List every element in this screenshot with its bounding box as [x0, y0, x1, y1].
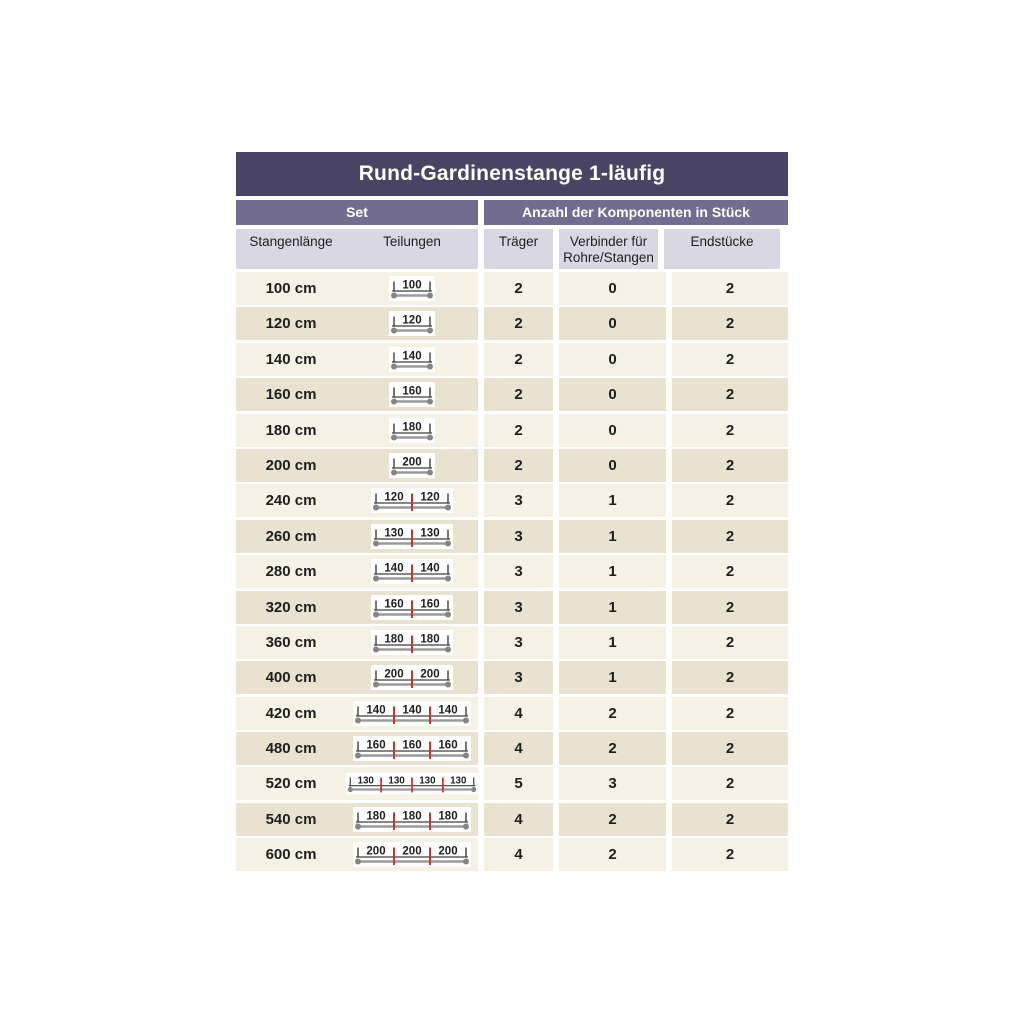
svg-text:200: 200: [420, 668, 440, 681]
verbinder-count: 1: [559, 484, 666, 517]
svg-text:200: 200: [402, 845, 422, 858]
verbinder-count: 1: [559, 520, 666, 553]
set-cell: [236, 378, 478, 411]
set-cell: [236, 484, 478, 517]
svg-text:130: 130: [419, 775, 436, 787]
rod-dimension-diagram: [371, 524, 453, 549]
division-diagram-container: [346, 701, 478, 726]
svg-text:160: 160: [438, 739, 458, 752]
traeger-count: 4: [484, 803, 553, 836]
traeger-count: 2: [484, 378, 553, 411]
verbinder-count: 0: [559, 449, 666, 482]
table-row: [236, 626, 788, 659]
endstuecke-count: 2: [672, 449, 788, 482]
rod-length-label: 100 cm: [265, 280, 317, 297]
set-cell: [236, 343, 478, 376]
endstuecke-count: 2: [672, 767, 788, 800]
rod-dimension-diagram: [389, 382, 435, 407]
rod-dimension-diagram: [346, 771, 478, 796]
division-diagram-container: [346, 453, 478, 478]
traeger-count: 4: [484, 732, 553, 765]
svg-text:140: 140: [402, 704, 422, 717]
rod-length-label: 540 cm: [265, 810, 317, 828]
traeger-count: 3: [484, 661, 553, 694]
rod-dimension-diagram: [371, 488, 453, 513]
endstuecke-count: 2: [672, 307, 788, 340]
table-body: [236, 272, 788, 871]
division-diagram-container: [346, 524, 478, 549]
rod-length-label: 360 cm: [265, 633, 317, 651]
rod-length-label: 160 cm: [265, 386, 317, 404]
rod-length-label: 420 cm: [265, 704, 317, 722]
division-diagram-container: [346, 382, 478, 407]
traeger-count: 3: [484, 520, 553, 553]
svg-text:100: 100: [402, 279, 422, 292]
endstuecke-count: 2: [672, 838, 788, 871]
set-cell: [236, 732, 478, 765]
table-row: [236, 767, 788, 800]
verbinder-count: 0: [559, 414, 666, 447]
traeger-count: 2: [484, 449, 553, 482]
verbinder-count: 1: [559, 661, 666, 694]
svg-text:200: 200: [402, 456, 422, 469]
rod-length-label: 180 cm: [265, 421, 317, 439]
section-header-set: Set: [236, 200, 478, 225]
set-cell: [236, 272, 478, 305]
division-diagram-container: [346, 276, 478, 301]
product-spec-table: [236, 152, 788, 871]
svg-text:180: 180: [420, 633, 440, 646]
rod-dimension-diagram: [389, 418, 435, 443]
division-diagram-container: [346, 807, 478, 832]
endstuecke-count: 2: [672, 732, 788, 765]
rod-dimension-diagram: [353, 736, 471, 761]
endstuecke-count: 2: [672, 626, 788, 659]
table-row: [236, 484, 788, 517]
table-row: [236, 272, 788, 305]
rod-dimension-diagram: [353, 842, 471, 867]
verbinder-count: 1: [559, 626, 666, 659]
endstuecke-count: 2: [672, 414, 788, 447]
verbinder-count: 2: [559, 732, 666, 765]
traeger-count: 4: [484, 697, 553, 730]
rod-length-label: 600 cm: [265, 846, 317, 864]
rod-length-label: 240 cm: [265, 492, 317, 510]
table-row: [236, 449, 788, 482]
svg-text:200: 200: [438, 845, 458, 858]
endstuecke-count: 2: [672, 484, 788, 517]
endstuecke-count: 2: [672, 343, 788, 376]
traeger-count: 2: [484, 307, 553, 340]
svg-text:140: 140: [438, 704, 458, 717]
traeger-count: 3: [484, 555, 553, 588]
set-cell: [236, 414, 478, 447]
svg-text:140: 140: [420, 562, 440, 575]
rod-length-label: 520 cm: [265, 775, 317, 793]
endstuecke-count: 2: [672, 520, 788, 553]
svg-text:160: 160: [384, 598, 404, 611]
rod-dimension-diagram: [371, 595, 453, 620]
table-title: Rund-Gardinenstange 1-läufig: [236, 152, 788, 196]
svg-text:160: 160: [420, 598, 440, 611]
svg-text:180: 180: [384, 633, 404, 646]
division-diagram-container: [346, 736, 478, 761]
set-cell: [236, 307, 478, 340]
table-row: [236, 732, 788, 765]
rod-dimension-diagram: [371, 559, 453, 584]
table-row: [236, 591, 788, 624]
table-row: [236, 697, 788, 730]
column-header-stangenlaenge: Stangenlänge: [249, 234, 333, 249]
column-header-set-group: [236, 229, 478, 269]
section-header-row: [236, 200, 788, 225]
division-diagram-container: [346, 418, 478, 443]
set-cell: [236, 449, 478, 482]
rod-dimension-diagram: [389, 311, 435, 336]
verbinder-count: 0: [559, 272, 666, 305]
svg-text:180: 180: [402, 810, 422, 823]
rod-length-label: 320 cm: [265, 598, 317, 616]
svg-text:120: 120: [420, 491, 440, 504]
svg-text:130: 130: [357, 775, 374, 787]
svg-text:180: 180: [438, 810, 458, 823]
verbinder-count: 1: [559, 591, 666, 624]
rod-length-label: 120 cm: [265, 315, 317, 333]
endstuecke-count: 2: [672, 555, 788, 588]
set-cell: [236, 697, 478, 730]
endstuecke-count: 2: [672, 697, 788, 730]
column-header-endstuecke: Endstücke: [664, 229, 780, 269]
traeger-count: 2: [484, 414, 553, 447]
svg-text:200: 200: [366, 845, 386, 858]
table-row: [236, 520, 788, 553]
set-cell: [236, 591, 478, 624]
verbinder-count: 3: [559, 767, 666, 800]
rod-dimension-diagram: [371, 630, 453, 655]
set-cell: [236, 838, 478, 871]
set-cell: [236, 520, 478, 553]
division-diagram-container: [346, 347, 478, 372]
table-row: [236, 414, 788, 447]
endstuecke-count: 2: [672, 272, 788, 305]
column-header-row: [236, 229, 788, 269]
svg-text:130: 130: [384, 527, 404, 540]
verbinder-count: 1: [559, 555, 666, 588]
svg-text:130: 130: [388, 775, 405, 787]
traeger-count: 3: [484, 591, 553, 624]
svg-text:130: 130: [420, 527, 440, 540]
verbinder-count: 2: [559, 838, 666, 871]
set-cell: [236, 803, 478, 836]
table-row: [236, 343, 788, 376]
svg-text:140: 140: [384, 562, 404, 575]
division-diagram-container: [346, 559, 478, 584]
svg-text:120: 120: [384, 491, 404, 504]
table-row: [236, 803, 788, 836]
column-header-traeger: Träger: [484, 229, 553, 269]
table-row: [236, 838, 788, 871]
division-diagram-container: [346, 665, 478, 690]
rod-dimension-diagram: [389, 347, 435, 372]
traeger-count: 3: [484, 626, 553, 659]
svg-text:160: 160: [366, 739, 386, 752]
endstuecke-count: 2: [672, 661, 788, 694]
endstuecke-count: 2: [672, 803, 788, 836]
rod-dimension-diagram: [353, 701, 471, 726]
rod-length-label: 200 cm: [265, 456, 317, 474]
svg-text:200: 200: [384, 668, 404, 681]
rod-length-label: 400 cm: [265, 669, 317, 687]
rod-length-label: 260 cm: [265, 527, 317, 545]
rod-dimension-diagram: [389, 453, 435, 478]
traeger-count: 2: [484, 272, 553, 305]
rod-length-label: 280 cm: [265, 563, 317, 581]
division-diagram-container: [346, 630, 478, 655]
traeger-count: 2: [484, 343, 553, 376]
table-row: [236, 307, 788, 340]
traeger-count: 5: [484, 767, 553, 800]
svg-text:120: 120: [402, 314, 422, 327]
rod-length-label: 480 cm: [265, 740, 317, 758]
verbinder-count: 2: [559, 803, 666, 836]
division-diagram-container: [346, 311, 478, 336]
svg-text:140: 140: [366, 704, 386, 717]
column-header-teilungen: Teilungen: [383, 234, 441, 249]
svg-text:130: 130: [450, 775, 467, 787]
section-header-components: Anzahl der Komponenten in Stück: [484, 200, 788, 225]
division-diagram-container: [346, 595, 478, 620]
svg-text:140: 140: [402, 350, 422, 363]
table-row: [236, 661, 788, 694]
traeger-count: 3: [484, 484, 553, 517]
verbinder-count: 0: [559, 378, 666, 411]
set-cell: [236, 661, 478, 694]
set-cell: [236, 767, 478, 800]
table-row: [236, 378, 788, 411]
svg-text:180: 180: [366, 810, 386, 823]
rod-dimension-diagram: [371, 665, 453, 690]
table-row: [236, 555, 788, 588]
verbinder-count: 2: [559, 697, 666, 730]
rod-length-label: 140 cm: [265, 350, 317, 368]
endstuecke-count: 2: [672, 591, 788, 624]
division-diagram-container: [346, 771, 478, 796]
endstuecke-count: 2: [672, 378, 788, 411]
verbinder-count: 0: [559, 343, 666, 376]
rod-dimension-diagram: [353, 807, 471, 832]
svg-text:160: 160: [402, 739, 422, 752]
division-diagram-container: [346, 842, 478, 867]
set-cell: [236, 626, 478, 659]
division-diagram-container: [346, 488, 478, 513]
rod-dimension-diagram: [389, 276, 435, 301]
traeger-count: 4: [484, 838, 553, 871]
column-header-verbinder: Verbinder für Rohre/Stangen: [559, 229, 658, 269]
verbinder-count: 0: [559, 307, 666, 340]
svg-text:180: 180: [402, 421, 422, 434]
set-cell: [236, 555, 478, 588]
svg-text:160: 160: [402, 385, 422, 398]
